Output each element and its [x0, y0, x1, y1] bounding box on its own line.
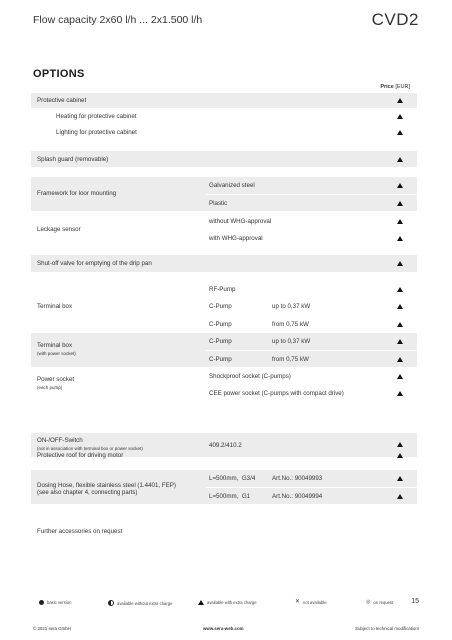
option-label — [37, 482, 176, 496]
price-triangle-icon — [397, 494, 403, 499]
sub-option-label: with WHG-approval — [209, 235, 263, 242]
sub-option — [206, 470, 417, 486]
price-triangle-icon — [397, 322, 403, 327]
option-label-text: Terminal box — [37, 342, 73, 349]
option-row — [31, 333, 417, 367]
option-label — [37, 376, 74, 390]
sub-option — [206, 230, 417, 246]
sub-option-label: L=500mm, G3/4 — [209, 475, 256, 482]
option-note: (with power socket) — [37, 351, 76, 356]
legend-item — [39, 600, 71, 605]
sub-option — [206, 213, 417, 229]
article-number: Art.No.: 90049994 — [272, 493, 323, 500]
sub-option-label: Galvanized steel — [209, 182, 255, 189]
option-label-text: Power socket — [37, 376, 75, 383]
request-icon: ◎ — [366, 599, 371, 605]
price-triangle-icon — [397, 453, 403, 458]
sub-option — [206, 298, 417, 314]
footer-notice: Subject to technical modification! — [355, 626, 419, 631]
price-triangle-icon — [397, 339, 403, 344]
price-triangle-icon — [397, 183, 403, 188]
legend-label: not available — [303, 600, 327, 605]
option-label: Splash guard (removable) — [37, 156, 109, 163]
option-label: Heating for protective cabinet — [56, 113, 137, 120]
sub-option-value: from 0,75 kW — [272, 356, 309, 363]
legend-label: available with extra charge — [207, 600, 257, 605]
footer-website[interactable]: www.sera-web.com — [203, 626, 244, 631]
option-label: Protective cabinet — [37, 97, 87, 104]
option-row — [31, 255, 417, 272]
sub-option-label: C-Pump — [209, 303, 232, 310]
option-row — [31, 109, 417, 124]
option-label-text: ON-/OFF-Switch — [37, 437, 83, 444]
price-triangle-icon — [397, 391, 403, 396]
option-row — [31, 93, 417, 108]
part-number: 409.2/410.2 — [209, 442, 242, 449]
legend-item — [295, 600, 327, 605]
option-label: Shut-off valve for emptying of the drip pan — [37, 260, 152, 267]
sub-option — [206, 195, 417, 211]
sub-option-label: C-Pump — [209, 338, 232, 345]
triangle-icon — [198, 600, 204, 605]
price-triangle-icon — [397, 157, 403, 162]
sub-option — [206, 333, 417, 349]
option-label: Lighting for protective cabinet — [56, 129, 137, 136]
sub-option — [206, 351, 417, 367]
option-row — [31, 177, 417, 211]
option-label: Terminal box — [37, 303, 73, 310]
footer-copyright: © 2021 sera GmbH — [33, 626, 71, 631]
sub-option-label: L=500mm, G1 — [209, 493, 251, 500]
legend-item — [108, 600, 172, 606]
price-triangle-icon — [397, 261, 403, 266]
option-note: (not in association with terminal box or power socket) — [37, 446, 143, 451]
legend-label: available without extra charge — [117, 600, 173, 606]
sub-option-value: from 0,75 kW — [272, 321, 309, 328]
price-triangle-icon — [397, 287, 403, 292]
article-number: Art.No.: 90049993 — [272, 475, 323, 482]
option-label: Framework for loor mounting — [37, 190, 117, 197]
price-unit: [EUR] — [393, 84, 410, 90]
option-row — [31, 447, 417, 463]
cross-icon: ✕ — [295, 599, 301, 605]
legend-item — [366, 600, 393, 605]
price-triangle-icon — [397, 476, 403, 481]
option-row — [31, 281, 417, 333]
option-row — [31, 368, 417, 402]
sub-option-label: C-Pump — [209, 356, 232, 363]
sub-option-value: up to 0,37 kW — [272, 303, 311, 310]
price-triangle-icon — [397, 114, 403, 119]
price-triangle-icon — [397, 304, 403, 309]
price-triangle-icon — [397, 98, 403, 103]
price-header — [380, 84, 410, 90]
option-label: Protective roof for driving motor — [37, 452, 124, 459]
filled-dot-icon — [39, 600, 44, 605]
price-triangle-icon — [397, 201, 403, 206]
option-label — [37, 342, 76, 356]
option-note: (each pump) — [37, 385, 63, 390]
sub-option — [206, 177, 417, 193]
sub-option — [206, 281, 417, 297]
sub-option — [206, 385, 417, 401]
price-triangle-icon — [397, 374, 403, 379]
legend-label: basic version — [47, 600, 72, 605]
sub-option-label: Plastic — [209, 200, 228, 207]
model-code: CVD2 — [371, 10, 419, 29]
document-title: Flow capacity 2x60 l/h ... 2x1.500 l/h — [33, 14, 203, 26]
legend-item — [198, 600, 257, 605]
option-row — [31, 151, 417, 167]
sub-option-label: RF-Pump — [209, 286, 236, 293]
option-label: Leckage sensor — [37, 226, 81, 233]
sub-option — [206, 368, 417, 384]
sub-option-value: up to 0,37 kW — [272, 338, 311, 345]
option-label-text: Dosing Hose, flexible stainless steel (1.4401, FEP) — [37, 482, 176, 489]
price-triangle-icon — [397, 219, 403, 224]
sub-option-label: without WHG-approval — [209, 218, 272, 225]
option-row — [31, 125, 417, 140]
price-label: Price — [380, 84, 394, 90]
option-row — [31, 470, 417, 504]
half-dot-icon — [108, 600, 114, 606]
option-row — [31, 213, 417, 246]
price-triangle-icon — [397, 357, 403, 362]
sub-option — [206, 488, 417, 504]
legend-label: on request — [373, 600, 394, 605]
option-note: (see also chapter 4, connecting parts) — [37, 490, 138, 496]
price-triangle-icon — [397, 236, 403, 241]
sub-option — [206, 316, 417, 332]
further-accessories-note: Further accessories on request — [37, 528, 123, 535]
page-number: 15 — [411, 598, 419, 605]
sub-option-label: CEE power socket (C-pumps with compact drive) — [209, 390, 344, 397]
price-triangle-icon — [397, 130, 403, 135]
section-title: OPTIONS — [33, 68, 85, 80]
sub-option-label: C-Pump — [209, 321, 232, 328]
sub-option-label: Shockproof socket (C-pumps) — [209, 373, 291, 380]
